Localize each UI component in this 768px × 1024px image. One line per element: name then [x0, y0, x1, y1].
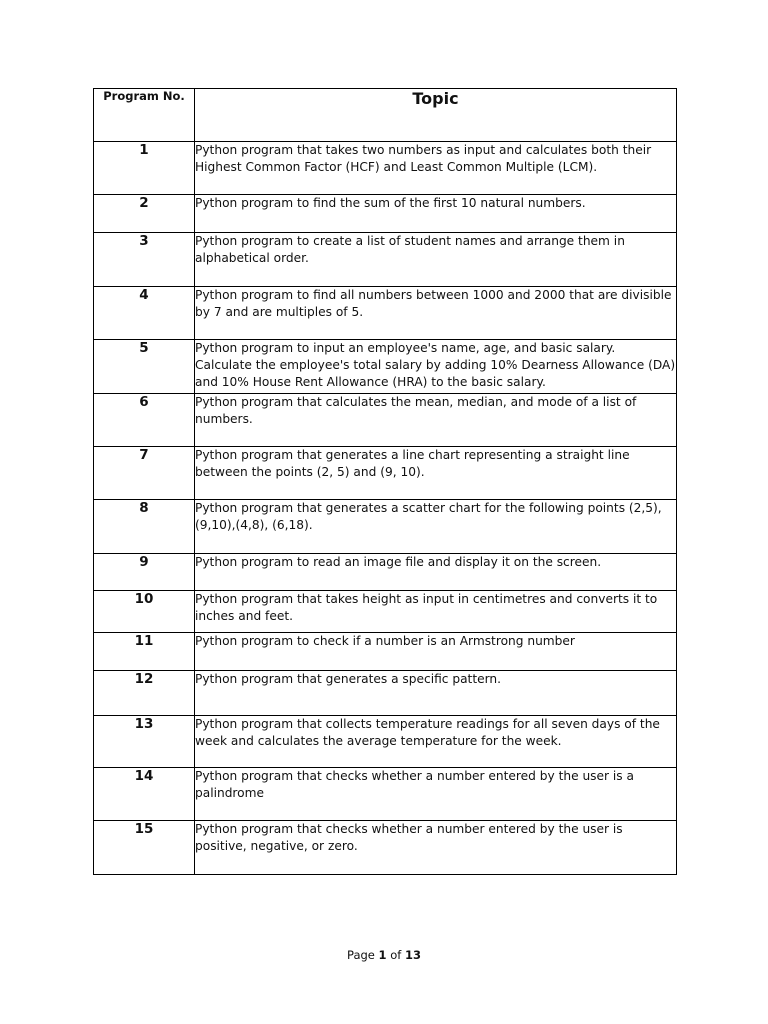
program-number: 11: [94, 633, 195, 671]
program-number: 8: [94, 500, 195, 554]
program-number: 14: [94, 768, 195, 821]
table-header-row: [94, 89, 677, 142]
header-topic: Topic: [195, 89, 677, 142]
total-page-count: 13: [404, 948, 421, 962]
program-topic: Python program to find the sum of the first 10 natural numbers.: [195, 195, 677, 233]
program-number: 12: [94, 671, 195, 716]
program-number: 7: [94, 447, 195, 500]
table-row: [94, 671, 677, 716]
program-topic: Python program that generates a scatter chart for the following points (2,5), (9,10),(4,8), (6,18).: [195, 500, 677, 554]
program-topic: Python program that takes two numbers as input and calculates both their Highest Common Factor (HCF) and Least Common Multiple (LCM).: [195, 142, 677, 195]
program-topic: Python program that generates a line chart representing a straight line between the points (2, 5) and (9, 10).: [195, 447, 677, 500]
program-topic: Python program that collects temperature readings for all seven days of the week and calculates the average temperature for the week.: [195, 716, 677, 768]
program-number: 10: [94, 591, 195, 633]
program-number: 4: [94, 287, 195, 340]
program-topic: Python program that takes height as input in centimetres and converts it to inches and feet.: [195, 591, 677, 633]
program-topic: Python program to check if a number is an Armstrong number: [195, 633, 677, 671]
table-row: [94, 233, 677, 287]
table-row: [94, 500, 677, 554]
current-page-number: 1: [378, 948, 387, 962]
program-number: 3: [94, 233, 195, 287]
table-row: [94, 394, 677, 447]
table-row: [94, 447, 677, 500]
table-row: [94, 768, 677, 821]
program-topic: Python program that checks whether a number entered by the user is positive, negative, or zero.: [195, 821, 677, 875]
program-number: 2: [94, 195, 195, 233]
table-row: [94, 340, 677, 394]
program-topic: Python program that checks whether a number entered by the user is a palindrome: [195, 768, 677, 821]
table-row: [94, 287, 677, 340]
program-topic: Python program that generates a specific pattern.: [195, 671, 677, 716]
page-label: Page: [347, 948, 375, 962]
program-topic: Python program to read an image file and display it on the screen.: [195, 554, 677, 591]
table-row: [94, 554, 677, 591]
program-number: 13: [94, 716, 195, 768]
program-topic: Python program to input an employee's name, age, and basic salary. Calculate the employee's total salary by adding 10% Dearness Allowance (DA) and 10% House Rent Allowance (HRA) to the basic salary.: [195, 340, 677, 394]
table-row: [94, 633, 677, 671]
program-table: [93, 88, 677, 875]
page-footer: [0, 948, 768, 962]
table-row: [94, 821, 677, 875]
header-program-no: Program No.: [94, 89, 195, 142]
program-topic: Python program to create a list of student names and arrange them in alphabetical order.: [195, 233, 677, 287]
program-topic: Python program that calculates the mean, median, and mode of a list of numbers.: [195, 394, 677, 447]
table-row: [94, 716, 677, 768]
of-label: of: [390, 948, 402, 962]
program-number: 5: [94, 340, 195, 394]
table-row: [94, 195, 677, 233]
program-number: 1: [94, 142, 195, 195]
table-row: [94, 142, 677, 195]
program-number: 15: [94, 821, 195, 875]
program-topic: Python program to find all numbers between 1000 and 2000 that are divisible by 7 and are multiples of 5.: [195, 287, 677, 340]
program-number: 9: [94, 554, 195, 591]
program-number: 6: [94, 394, 195, 447]
table-row: [94, 591, 677, 633]
